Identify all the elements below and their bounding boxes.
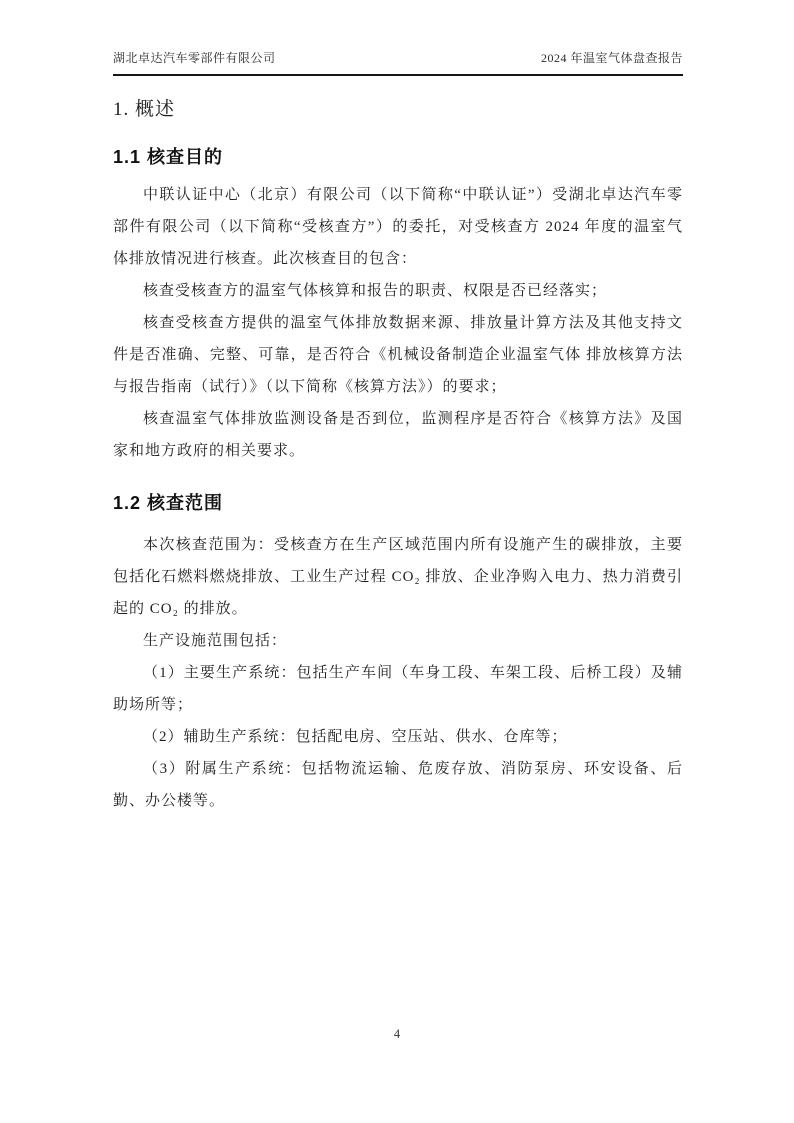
paragraph: 生产设施范围包括： — [143, 633, 288, 649]
paragraph: 核查受核查方的温室气体核算和报告的职责、权限是否已经落实； — [143, 283, 608, 299]
header-company-name: 湖北卓达汽车零部件有限公司 — [113, 51, 276, 65]
list-item-paragraph: （3）附属生产系统：包括物流运输、危废存放、消防泵房、环安设备、后勤、办公楼等。 — [113, 761, 683, 809]
page-header — [113, 50, 683, 76]
page-number: 4 — [393, 1027, 401, 1041]
paragraph: 本次核查范围为：受核查方在生产区域范围内所有设施产生的碳排放，主要包括化石燃料燃烧排放、工业生产过程 CO₂ 排放、企业净购入电力、热力消费引起的 CO₂ 的排放。 — [113, 537, 683, 617]
page-footer — [0, 1026, 794, 1042]
chapter-heading: 1. 概述 — [113, 99, 176, 120]
section-1-2 — [113, 491, 683, 817]
list-item-paragraph: （1）主要生产系统：包括生产车间（车身工段、车架工段、后桥工段）及辅助场所等； — [113, 665, 683, 713]
paragraph: 核查受核查方提供的温室气体排放数据来源、排放量计算方法及其他支持文件是否准确、完整、可靠，是否符合《机械设备制造企业温室气体 排放核算方法与报告指南（试行）》（以下简称《核算方法》）的要求； — [113, 315, 683, 395]
section-heading-1-2: 1.2 核查范围 — [113, 493, 224, 513]
header-report-title: 2024 年温室气体盘查报告 — [540, 51, 683, 65]
document-body — [113, 98, 683, 817]
section-heading-1-1: 1.1 核查目的 — [113, 147, 224, 167]
section-1-1 — [113, 145, 683, 467]
paragraph: 核查温室气体排放监测设备是否到位，监测程序是否符合《核算方法》及国家和地方政府的相关要求。 — [113, 411, 683, 459]
list-item-paragraph: （2）辅助生产系统：包括配电房、空压站、供水、仓库等； — [143, 729, 568, 745]
paragraph: 中联认证中心（北京）有限公司（以下简称“中联认证”）受湖北卓达汽车零部件有限公司（以下简称“受核查方”）的委托，对受核查方 2024 年度的温室气体排放情况进行核查。此次核查目的包含： — [113, 187, 683, 267]
